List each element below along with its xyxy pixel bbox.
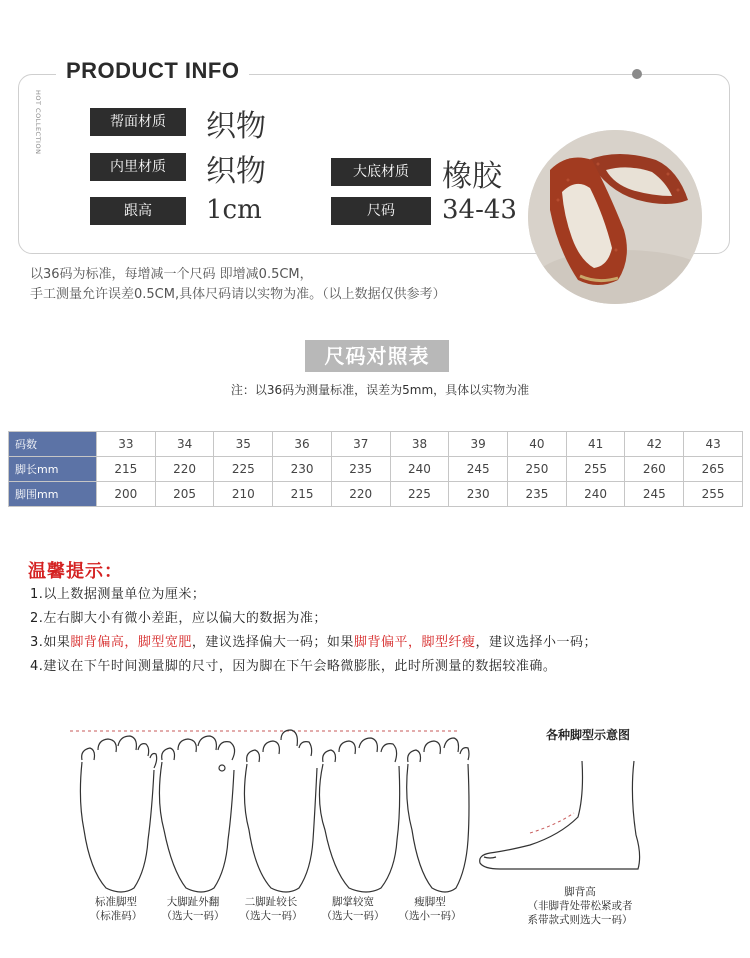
table-cell: 39 [449,432,508,457]
foot-caption-wide [313,895,393,923]
tip-line-2: 2.左右脚大小有微小差距，应以偏大的数据为准； [30,611,327,626]
table-cell: 40 [508,432,567,457]
table-cell: 215 [97,457,156,482]
tip3-highlight-flat: 脚背偏平，脚型纤瘦 [353,635,476,650]
size-range-value: 34-43 [442,195,517,225]
row-header: 脚长mm [9,457,97,482]
table-cell: 200 [97,482,156,507]
table-cell: 260 [625,457,684,482]
foot-outlines [60,720,470,900]
sole-material-label: 大底材质 [331,158,431,186]
table-cell: 245 [625,482,684,507]
table-cell: 38 [390,432,449,457]
row-header: 码数 [9,432,97,457]
foot-caption-bunion [153,895,233,923]
table-cell: 240 [566,482,625,507]
heel-height-value: 1cm [206,195,262,225]
diagram-title: 各种脚型示意图 [546,728,631,742]
standard-foot-icon [80,736,156,892]
table-cell: 265 [684,457,743,482]
foot-type-name: 标准脚型 [95,896,137,908]
table-cell: 36 [273,432,332,457]
diagram-caption-line1: 脚背高 [564,886,596,898]
table-cell: 230 [449,482,508,507]
foot-type-name: 脚掌较宽 [332,896,374,908]
size-chart-table [8,431,743,507]
row-header: 脚围mm [9,482,97,507]
foot-caption-second-toe [231,895,311,923]
wide-foot-icon [319,738,399,892]
foot-type-name: 大脚趾外翻 [166,896,220,908]
foot-type-advice: （标准码） [89,910,143,922]
size-chart-note: 注：以36码为测量标准，误差为5mm，具体以实物为准 [230,383,530,397]
table-row [9,432,743,457]
table-cell: 43 [684,432,743,457]
foot-type-name: 瘦脚型 [414,896,446,908]
tip3-part-e: ，建议选择小一码； [475,635,597,650]
table-cell: 35 [214,432,273,457]
tip3-part-c: ，建议选择偏大一码；如果 [191,635,354,650]
foot-type-advice: （选大一码） [321,910,385,922]
table-cell: 42 [625,432,684,457]
table-cell: 220 [155,457,214,482]
table-cell: 41 [566,432,625,457]
table-cell: 225 [214,457,273,482]
table-cell: 220 [331,482,390,507]
foot-type-advice: （选大一码） [239,910,303,922]
lining-material-value: 织物 [206,154,266,189]
table-cell: 215 [273,482,332,507]
table-cell: 205 [155,482,214,507]
bunion-foot-icon [159,736,234,892]
long-second-toe-icon [244,730,317,892]
tips-title: 温馨提示： [28,561,123,582]
table-cell: 210 [214,482,273,507]
diagram-caption [500,885,660,927]
table-cell: 225 [390,482,449,507]
table-cell: 34 [155,432,214,457]
table-row [9,457,743,482]
tip3-highlight-high: 脚背偏高，脚型宽肥 [70,635,192,650]
foot-type-name: 二脚趾较长 [244,896,298,908]
tip-line-4: 4.建议在下午时间测量脚的尺寸，因为脚在下午会略微膨胀，此时所测量的数据较准确。 [30,659,557,674]
side-label: HOT COLLECTION [34,90,42,155]
instep-side-view-icon [470,755,650,885]
foot-type-advice: （选大一码） [161,910,225,922]
shoe-photo [528,130,702,304]
sole-material-value: 橡胶 [442,159,502,194]
slim-foot-icon [407,738,469,892]
diagram-caption-line2: （非脚背处带松紧或者 [527,900,633,912]
table-cell: 230 [273,457,332,482]
table-cell: 37 [331,432,390,457]
size-chart-banner: 尺码对照表 [305,340,449,372]
table-cell: 235 [508,482,567,507]
size-note-line1: 以36码为标准，每增减一个尺码 即增减0.5CM， [30,267,313,282]
table-cell: 235 [331,457,390,482]
table-cell: 245 [449,457,508,482]
upper-material-value: 织物 [206,109,266,144]
tip-line-3 [30,631,597,650]
table-cell: 33 [97,432,156,457]
table-row [9,482,743,507]
foot-caption-slim [390,895,470,923]
table-cell: 255 [566,457,625,482]
heel-height-label: 跟高 [90,197,186,225]
lining-material-label: 内里材质 [90,153,186,181]
table-cell: 250 [508,457,567,482]
frame-dot [632,69,642,79]
tip-line-1: 1.以上数据测量单位为厘米； [30,587,206,602]
upper-material-label: 帮面材质 [90,108,186,136]
foot-type-advice: （选小一码） [398,910,462,922]
table-cell: 240 [390,457,449,482]
product-info-title: PRODUCT INFO [56,58,249,84]
table-cell: 255 [684,482,743,507]
foot-caption-standard [76,895,156,923]
size-range-label: 尺码 [331,197,431,225]
diagram-caption-line3: 系带款式则选大一码） [527,914,633,926]
size-note-line2: 手工测量允许误差0.5CM,具体尺码请以实物为准。（以上数据仅供参考） [30,287,446,302]
tip3-part-a: 3.如果 [30,635,71,650]
